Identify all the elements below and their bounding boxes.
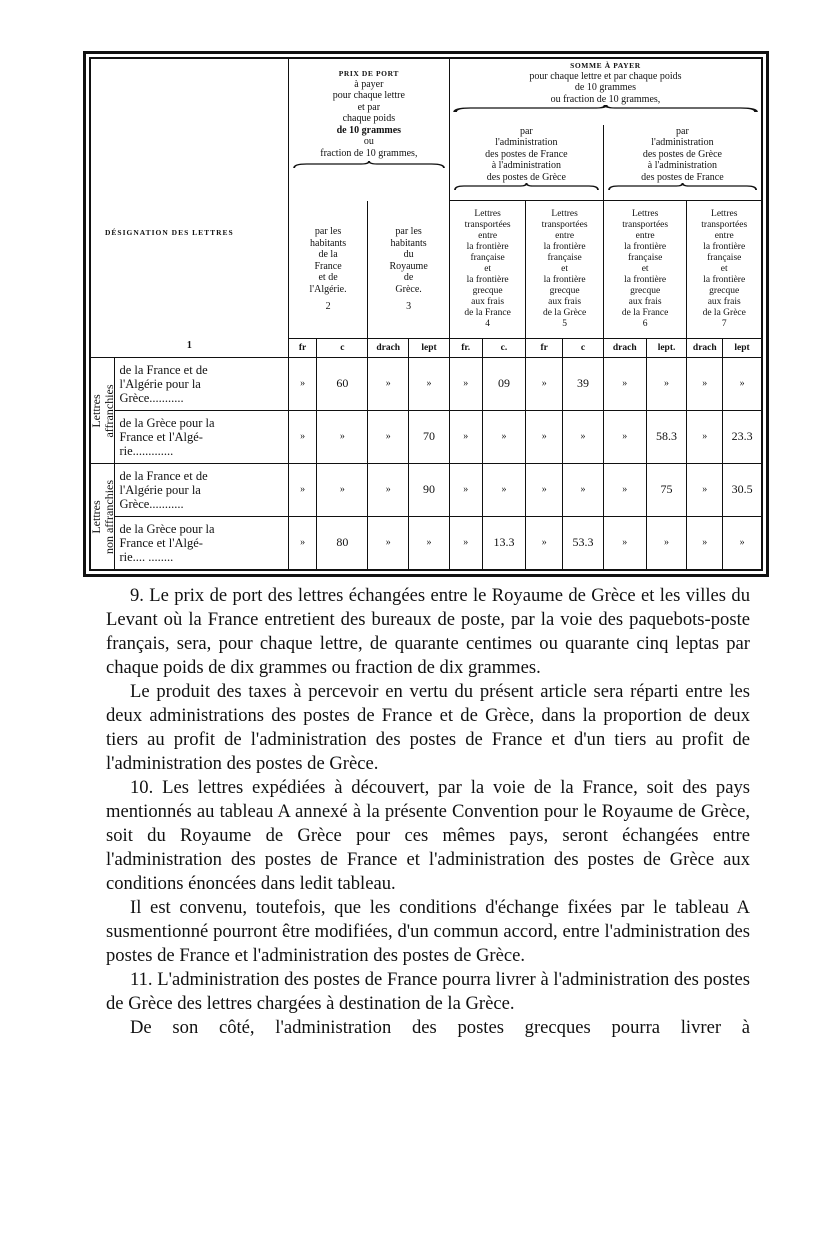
paragraph-11-cote: De son côté, l'administration des postes grecques pourra livrer à — [130, 1017, 750, 1038]
text-line: de la — [318, 249, 338, 260]
prix-header-l3: pour chaque lettre — [332, 90, 405, 102]
table-cell: » — [409, 358, 450, 411]
table-cell: » — [449, 358, 482, 411]
text-line: Grèce. — [395, 283, 422, 295]
table-cell: 39 — [563, 358, 604, 411]
text-line: de la France et de — [119, 363, 208, 377]
unit-col2-c: c — [317, 339, 368, 358]
text-line: de la Grèce pour la — [119, 416, 215, 430]
table-cell: » — [288, 358, 317, 411]
somme-header — [449, 59, 761, 125]
admin-gr-l4: à l'administration — [647, 160, 718, 171]
row-label — [115, 358, 288, 411]
text-line: par les — [395, 226, 422, 237]
text-line: aux frais — [471, 296, 505, 307]
col6-number: 6 — [642, 318, 648, 329]
admin-fr-l3: des postes de France — [485, 148, 568, 160]
tariff-table-frame — [83, 51, 769, 577]
admin-fr-l4: à l'administration — [491, 160, 562, 171]
text-line: France — [314, 260, 342, 272]
prix-header-l6: de 10 grammes — [336, 124, 402, 136]
somme-header-l1: SOMME À PAYER — [570, 61, 641, 70]
col5-header — [526, 201, 603, 339]
text-line: aux frais — [628, 296, 662, 307]
table-cell: » — [288, 464, 317, 517]
table-row — [91, 464, 762, 517]
text-line: grecque — [630, 285, 661, 296]
table-cell: 30.5 — [723, 464, 762, 517]
unit-col4-c: c. — [482, 339, 526, 358]
group-non-affranchies — [88, 464, 116, 570]
table-cell: » — [368, 411, 409, 464]
text-line: l'Algérie. — [309, 283, 347, 295]
table-cell: » — [687, 411, 723, 464]
table-cell: » — [288, 411, 317, 464]
text-line: entre — [714, 231, 734, 242]
unit-col7-lept: lept — [723, 339, 762, 358]
text-line: habitants — [310, 237, 347, 249]
unit-col2-fr: fr — [288, 339, 317, 358]
text-line: et — [484, 264, 492, 275]
text-line: du — [403, 249, 414, 260]
table-cell: 23.3 — [723, 411, 762, 464]
designation-header-text: DÉSIGNATION DES LETTRES — [105, 227, 234, 237]
text-line: française — [628, 253, 663, 264]
table-cell: » — [563, 411, 604, 464]
text-line: l'Algérie pour la — [119, 483, 201, 497]
table-cell: » — [687, 517, 723, 570]
text-line: la frontière — [624, 274, 667, 285]
col5-header-text — [528, 209, 600, 318]
admin-france-header — [449, 125, 603, 201]
table-cell: » — [646, 358, 687, 411]
prix-header-l2: à payer — [354, 78, 384, 90]
admin-gr-l5: des postes de France — [641, 171, 724, 183]
text-line: de la France — [621, 307, 669, 318]
prix-header-l1: PRIX DE PORT — [338, 69, 399, 78]
text-line: Lettres — [474, 209, 501, 220]
col1-number-cell — [91, 339, 289, 358]
table-cell: » — [603, 517, 646, 570]
table-cell: 58.3 — [646, 411, 687, 464]
table-cell: » — [317, 464, 368, 517]
paragraph-9: 9. Le prix de port des lettres échangées entre le Royaume de Grèce et les villes du Levant où la France entretient des bureaux de poste, par la voie des paquebots-poste français, sera, pour chaque lettre, de quarante centimes ou quarante cinq leptas par chaque poids de dix grammes ou fraction de dix grammes. — [106, 585, 750, 678]
text-line: Grèce........... — [119, 391, 184, 405]
table-cell: » — [449, 411, 482, 464]
table-cell: » — [368, 358, 409, 411]
table-cell: 80 — [317, 517, 368, 570]
text-line: transportées — [464, 220, 511, 231]
table-cell: » — [482, 464, 526, 517]
prix-header-l8: fraction de 10 grammes, — [320, 147, 418, 159]
text-line: grecque — [472, 285, 503, 296]
table-cell: 60 — [317, 358, 368, 411]
text-line: France et l'Algé- — [119, 536, 203, 550]
table-cell: 75 — [646, 464, 687, 517]
text-line: de la France — [464, 307, 511, 318]
table-cell: 90 — [409, 464, 450, 517]
group-affranchies-l2: affranchies — [101, 383, 116, 438]
table-cell: » — [723, 517, 762, 570]
text-line: la frontière — [703, 274, 746, 285]
text-line: et — [641, 264, 649, 275]
row-label — [115, 411, 288, 464]
text-line: transportées — [701, 220, 748, 231]
text-line: France et l'Algé- — [119, 430, 203, 444]
table-cell: » — [687, 358, 723, 411]
text-line: la frontière — [703, 242, 746, 253]
prix-header-l7: ou — [363, 136, 374, 148]
group-non-affranchies-l2: non affranchies — [101, 479, 116, 554]
admin-fr-l5: des postes de Grèce — [486, 171, 566, 183]
somme-brace-icon — [452, 105, 759, 113]
row-label — [115, 517, 288, 570]
text-line: de la Grèce — [702, 307, 746, 318]
prix-header-l5: chaque poids — [342, 113, 396, 125]
table-cell: » — [687, 464, 723, 517]
table-cell: » — [603, 464, 646, 517]
table-cell: » — [526, 517, 563, 570]
col6-header — [603, 201, 687, 339]
text-line: française — [547, 253, 582, 264]
table-cell: » — [368, 517, 409, 570]
row-label — [115, 464, 288, 517]
table-cell: » — [646, 517, 687, 570]
col6-header-text — [606, 209, 685, 318]
text-line: aux frais — [707, 296, 741, 307]
col7-header-text — [689, 209, 759, 318]
text-line: la frontière — [466, 274, 509, 285]
table-cell: » — [482, 411, 526, 464]
table-cell: 13.3 — [482, 517, 526, 570]
text-line: grecque — [709, 285, 740, 296]
text-line: et de — [318, 272, 338, 283]
text-line: de — [403, 272, 414, 283]
group-non-affranchies-l1: Lettres — [88, 499, 103, 534]
col4-header — [449, 201, 525, 339]
text-line: française — [470, 253, 505, 264]
group-affranchies-l1: Lettres — [88, 393, 103, 428]
text-line: l'Algérie pour la — [119, 377, 201, 391]
paragraph-11: 11. L'administration des postes de France pourra livrer à l'administration des postes de Grèce des lettres chargées à destination de la Grèce. — [106, 969, 750, 1014]
tariff-table — [90, 58, 762, 570]
prix-header-l4: et par — [357, 101, 381, 113]
text-line: entre — [478, 231, 498, 242]
somme-header-l2: pour chaque lettre et par chaque poids — [529, 70, 682, 82]
admin-grece-header — [603, 125, 761, 201]
admin-fr-l2: l'administration — [495, 137, 558, 148]
table-row — [91, 517, 762, 570]
table-cell: » — [526, 464, 563, 517]
text-line: rie............. — [119, 444, 174, 458]
text-line: de la Grèce pour la — [119, 522, 215, 536]
unit-col3-drach: drach — [368, 339, 409, 358]
col2-number: 2 — [325, 301, 331, 312]
table-cell: 70 — [409, 411, 450, 464]
text-line: Royaume — [389, 260, 428, 272]
text-line: habitants — [390, 237, 427, 249]
somme-header-l3: de 10 grammes — [574, 82, 636, 94]
col7-number: 7 — [721, 318, 727, 329]
text-line: la frontière — [543, 242, 586, 253]
paragraph-10-convenu: Il est convenu, toutefois, que les conditions d'échange fixées par le tableau A susmentionné pourront être modifiées, d'un commun accord, entre l'administration des postes de France et l'administration des postes de Grèce. — [106, 897, 750, 966]
table-cell: » — [317, 411, 368, 464]
admin-gr-l2: l'administration — [651, 137, 714, 148]
unit-col7-drach: drach — [687, 339, 723, 358]
text-line: par les — [314, 226, 342, 237]
col5-number: 5 — [562, 318, 567, 329]
text-line: la frontière — [624, 242, 667, 253]
unit-col5-fr: fr — [526, 339, 563, 358]
table-cell: » — [526, 358, 563, 411]
table-cell: » — [288, 517, 317, 570]
text-line: de la Grèce — [542, 307, 587, 318]
col1-number: 1 — [186, 339, 192, 351]
unit-col6-drach: drach — [603, 339, 646, 358]
col3-number: 3 — [406, 301, 412, 312]
admin-gr-brace-icon — [606, 183, 759, 191]
table-row — [91, 358, 762, 411]
table-cell: » — [603, 358, 646, 411]
text-line: grecque — [549, 285, 580, 296]
col2-header-text — [291, 226, 366, 295]
prix-brace-icon — [291, 161, 447, 169]
text-line: transportées — [541, 220, 588, 231]
col7-header — [687, 201, 762, 339]
text-line: entre — [635, 231, 655, 242]
col4-number: 4 — [485, 318, 490, 329]
unit-col6-lept: lept. — [646, 339, 687, 358]
col4-header-text — [452, 209, 523, 318]
text-line: transportées — [622, 220, 669, 231]
prix-port-header — [288, 59, 449, 201]
admin-gr-l1: par — [676, 125, 689, 137]
table-cell: » — [603, 411, 646, 464]
text-line: française — [707, 253, 742, 264]
table-cell: » — [368, 464, 409, 517]
text-line: rie.... ........ — [119, 550, 174, 564]
table-cell: » — [409, 517, 450, 570]
table-cell: 53.3 — [563, 517, 604, 570]
unit-col5-c: c — [563, 339, 604, 358]
text-line: et — [720, 264, 728, 275]
admin-fr-brace-icon — [452, 183, 601, 191]
admin-fr-l1: par — [519, 125, 533, 137]
unit-col3-lept: lept — [409, 339, 450, 358]
col2-header — [288, 201, 368, 339]
group-affranchies — [88, 358, 116, 464]
col3-header-text — [370, 226, 447, 295]
text-line: Lettres — [551, 209, 578, 220]
text-line: la frontière — [466, 242, 509, 253]
text-line: entre — [555, 231, 575, 242]
text-line: Grèce........... — [119, 497, 184, 511]
text-line: et — [561, 264, 569, 275]
somme-header-l4: ou fraction de 10 grammes, — [550, 93, 661, 105]
table-cell: 09 — [482, 358, 526, 411]
table-row — [91, 411, 762, 464]
text-line: Lettres — [711, 209, 738, 220]
table-cell: » — [449, 517, 482, 570]
body-text — [106, 584, 750, 1040]
unit-col4-fr: fr. — [449, 339, 482, 358]
designation-header — [91, 59, 289, 339]
table-cell: » — [526, 411, 563, 464]
text-line: de la France et de — [119, 469, 208, 483]
paragraph-9-produit: Le produit des taxes à percevoir en vertu du présent article sera réparti entre les deux administrations des postes de France et de Grèce, dans la proportion de deux tiers au profit de l'administration des postes de France et d'un tiers au profit de l'administration des postes de Grèce. — [106, 681, 750, 774]
text-line: Lettres — [631, 209, 659, 220]
table-cell: » — [723, 358, 762, 411]
col3-header — [368, 201, 450, 339]
admin-gr-l3: des postes de Grèce — [642, 148, 722, 160]
paragraph-10: 10. Les lettres expédiées à découvert, par la voie de la France, soit des pays mentionnés au tableau A annexé à la présente Convention pour le Royaume de Grèce, soit du Royaume de Grèce pour ces mêmes pays, seront échangées entre l'administration des postes de France et l'administration des postes de Grèce aux conditions énoncées dans ledit tableau. — [106, 777, 750, 894]
text-line: aux frais — [548, 296, 582, 307]
table-cell: » — [449, 464, 482, 517]
text-line: la frontière — [543, 274, 586, 285]
table-cell: » — [563, 464, 604, 517]
